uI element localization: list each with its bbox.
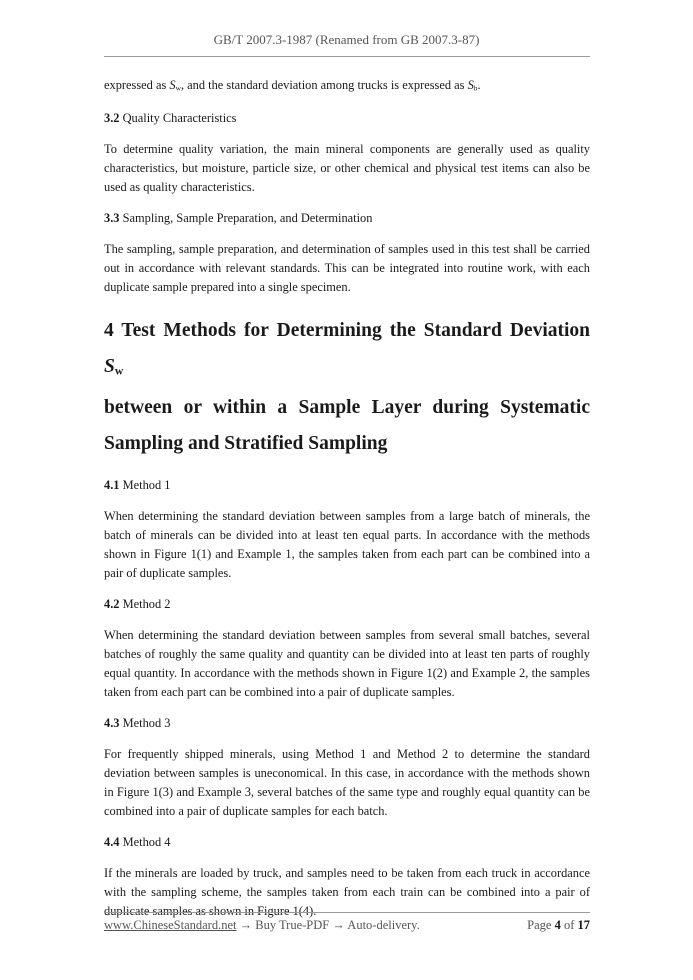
section-4-3-body: For frequently shipped minerals, using Method 1 and Method 2 to determine the standard deviation between samples is uneconomical. In this case, in accordance with the methods shown in Figure 1(3) and Example 3, several batches of the same type and roughly equal quantity can be combined into a pair of duplicate samples for each batch. [104,746,590,819]
sb-symbol: S [467,78,474,92]
section-4-4-heading: 4.4 Method 4 [104,834,171,849]
sw-subscript: w [175,83,181,93]
section-4-3-heading: 4.3 Method 3 [104,715,171,730]
section-3-3-heading: 3.3 Sampling, Sample Preparation, and Determination [104,210,373,225]
header-divider [104,56,590,57]
footer-tagline: → Buy True-PDF → Auto-delivery. [236,918,420,932]
section-4-2-body: When determining the standard deviation between samples from several small batches, several batches of roughly the same quality and quantity can be divided into at least ten parts of roughly equal quantity. In accordance with the methods shown in Figure 1(2) and Example 2, the samples taken from each part can be combined into a pair of duplicate samples. [104,627,590,700]
sw-symbol: S [169,78,176,92]
page-header: GB/T 2007.3-1987 (Renamed from GB 2007.3-87) [213,32,480,47]
footer-divider [104,912,590,913]
section-4-heading-line-2: between or within a Sample Layer during Systematic [104,396,590,418]
intro-paragraph: expressed as $S_w$, and the standard deviation among trucks is expressed as $S_b$. [104,78,481,93]
section-3-3-body: The sampling, sample preparation, and determination of samples used in this test shall be carried out in accordance with relevant standards. This can be integrated into routine work, with each duplicate sample prepared into a single specimen. [104,241,590,295]
section-4-heading-line-3: Sampling and Stratified Sampling [104,432,388,454]
page-indicator: Page 4 of 17 [527,918,590,932]
website-link[interactable]: www.ChineseStandard.net [104,918,237,932]
section-4-heading-line-1: 4 Test Methods for Determining the Standard Deviation $S_w$ [104,320,590,378]
section-3-2-body: To determine quality variation, the main mineral components are generally used as quality characteristics, but moisture, particle size, or other chemical and physical test items can also be used as quality characteristics. [104,141,590,195]
section-4-4-body: If the minerals are loaded by truck, and samples need to be taken from each truck in accordance with the sampling scheme, the samples taken from each train can be combined into a pair of duplicate samples as shown in Figure 1(4). [104,865,590,919]
section-3-2-heading: 3.2 Quality Characteristics [104,110,237,125]
section-4-1-body: When determining the standard deviation between samples from a large batch of minerals, the batch of minerals can be divided into at least ten equal parts. In accordance with the methods shown in Figure 1(1) and Example 1, the samples taken from each part can be combined into a pair of duplicate samples. [104,508,590,581]
section-4-2-heading: 4.2 Method 2 [104,596,171,611]
section-4-heading [104,313,590,461]
page-content [104,76,590,933]
total-page-count: 17 [577,918,590,932]
section-4-1-heading: 4.1 Method 1 [104,477,171,492]
sb-subscript: b [473,83,478,93]
current-page-number: 4 [554,918,561,932]
